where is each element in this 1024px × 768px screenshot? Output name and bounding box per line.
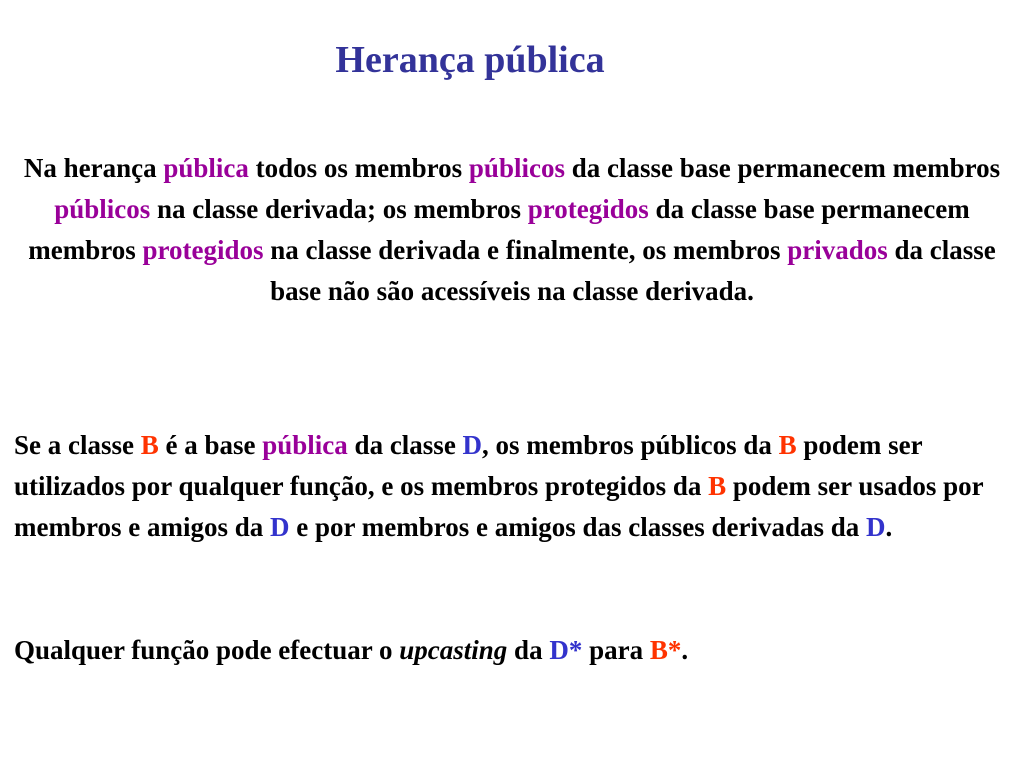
text-run: da classe base permanecem membros (564, 153, 1001, 183)
text-run: da classe base não são acessíveis na classe derivada. (270, 235, 996, 306)
paragraph-class-b-d-access (14, 425, 1014, 548)
text-run: Na herança (23, 153, 164, 183)
highlighted-term-ital: upcasting (399, 635, 508, 665)
text-run: na classe derivada e finalmente, os membros (263, 235, 788, 265)
highlighted-term-blue: D* (549, 635, 583, 665)
text-run: . (885, 512, 893, 542)
highlighted-term-purple: protegidos (142, 235, 264, 265)
highlighted-term-purple: públicos (54, 194, 151, 224)
slide-title: Herança pública (335, 39, 605, 81)
text-run: e por membros e amigos das classes derivadas da (289, 512, 867, 542)
text-run: Se a classe (14, 430, 141, 460)
highlighted-term-blue: D (866, 512, 886, 542)
text-run: podem ser utilizados por qualquer função, e os membros protegidos da (14, 430, 923, 501)
highlighted-term-red: B* (649, 635, 682, 665)
text-run: da (507, 635, 550, 665)
highlighted-term-red: B (140, 430, 159, 460)
text-run: da classe (347, 430, 463, 460)
text-run: para (582, 635, 650, 665)
highlighted-term-blue: D (270, 512, 290, 542)
highlighted-term-blue: D (462, 430, 483, 460)
text-run: é a base (158, 430, 263, 460)
highlighted-term-purple: privados (787, 235, 888, 265)
paragraph-public-inheritance-rules (8, 148, 1016, 312)
text-run: Qualquer função pode efectuar o (14, 635, 400, 665)
highlighted-term-purple: protegidos (527, 194, 649, 224)
paragraph-upcasting (14, 630, 1014, 671)
highlighted-term-red: B (708, 471, 727, 501)
highlighted-term-purple: pública (163, 153, 249, 183)
text-run: todos os membros (248, 153, 469, 183)
text-run: na classe derivada; os membros (150, 194, 528, 224)
highlighted-term-purple: públicos (468, 153, 565, 183)
text-run: , os membros públicos da (482, 430, 779, 460)
highlighted-term-red: B (778, 430, 797, 460)
text-run: da classe base permanecem membros (28, 194, 970, 265)
highlighted-term-purple: pública (262, 430, 348, 460)
text-run: podem ser usados por membros e amigos da (14, 471, 984, 542)
text-run: . (681, 635, 689, 665)
